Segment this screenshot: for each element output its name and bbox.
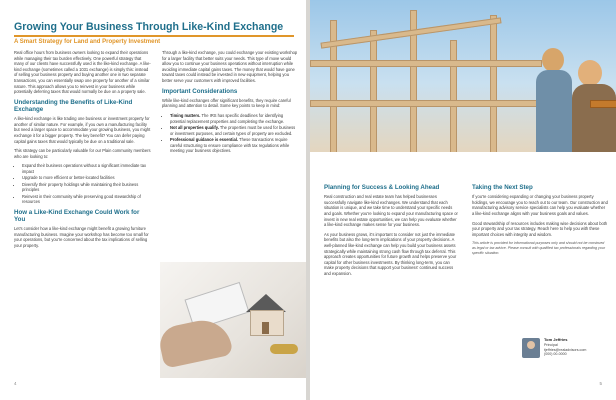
page-number-left: 4 — [14, 381, 17, 386]
planning-heading: Planning for Success & Looking Ahead — [324, 184, 440, 191]
contact-name: Tom Jeffries — [544, 337, 568, 342]
list-item-bold: Professional guidance is essential. — [170, 136, 239, 142]
col2-paragraph: Through a like-kind exchange, you could exchange your existing workshop for a larger facility that better suits your needs. This type of move would allow you to continue your business operations without interruption while avoiding immediate capital gains taxes. The money that would have gone toward taxes could instead be invested in new equipment, helping you better serve your customers with improved facilities. — [162, 50, 298, 83]
disclaimer-note: This article is provided for informational purposes only and should not be construed as legal or tax advice. Please consult with qualified tax professionals regarding your specific situation. — [472, 241, 606, 255]
coins-shape — [270, 344, 298, 354]
considerations-paragraph: While like-kind exchanges offer significant benefits, they require careful planning and attention to detail. Some key points to keep in mind: — [162, 97, 291, 109]
page-subtitle: A Smart Strategy for Land and Property Investment — [14, 39, 161, 45]
left-column-2 — [162, 50, 298, 158]
right-column-1 — [324, 180, 459, 281]
contact-email[interactable]: tjeffries@realadvisors.com — [544, 347, 587, 352]
how-paragraph: Let's consider how a like-kind exchange might benefit a growing furniture manufacturing business. Imagine your workshop has become too small for your operations, but you're concerned about the tax implications of selling your property. — [14, 226, 149, 249]
left-page — [0, 0, 306, 400]
next-step-paragraph-1: If you're considering expanding or changing your business property holdings, we encourage you to reach out to our team. Our construction and manufacturing advisory service specialists can help you evaluate whether a like-kind exchange aligns with your business goals and values. — [472, 194, 608, 216]
house-calculator-photo — [160, 262, 306, 378]
intro-paragraph: Real office hours from business owners looking to expand their operations while managing their tax burden effectively. One powerful strategy that many of our clients have successfully used is the like-kind exchange. A like-kind exchange (sometimes called a 1031 exchange) is simply this: instead of selling your business property and buying another one in two separate transactions, you can essentially swap one property for another of a similar nature. This approach allows you to reinvest in your business while potentially deferring taxes that would normally be due on a property sale. — [14, 50, 151, 95]
list-item: • Reinvest in their community while preserving good stewardship of resources — [22, 194, 151, 205]
benefits-paragraph-2: This strategy can be particularly valuable for our Plain community members who are looking to: — [14, 148, 151, 159]
planning-paragraph-2: As your business grows, it's important to consider not just the immediate benefits but also the long-term implications of your property decisions. A well-planned like-kind exchange can help you build your business assets strategically while maintaining strong cash flow through tax deferral. This approach creates opportunities for future growth and helps preserve your capital for other business investments. By thinking long-term, you can make property decisions that support your business' continued success and expansion. — [324, 231, 457, 276]
planning-paragraph-1: Real construction and real estate team has helped businesses successfully navigate like-kind exchanges. We understand that each situation is unique, and we take time to understand your specific needs and goals. Whether you're looking to expand your manufacturing space or invest in new real estate opportunities, we can help you evaluate whether a like-kind exchange makes sense for your business. — [324, 194, 458, 228]
list-item — [170, 137, 298, 154]
left-column-1 — [14, 50, 151, 253]
avatar — [522, 338, 540, 358]
contact-block — [544, 338, 586, 357]
benefits-paragraph-1: A like-kind exchange is like trading one business or investment property for another of similar nature. For example, if you own a manufacturing facility but need a larger space to accommodate your growing business, you might exchange it for a bigger property. The key benefit? You can defer paying capital gains taxes that would typically be due on a traditional sale. — [14, 116, 151, 144]
benefits-list — [14, 163, 151, 205]
right-page — [310, 0, 616, 400]
page-number-right: 5 — [599, 381, 602, 386]
hand-shape — [160, 315, 233, 369]
benefits-heading: Understanding the Benefits of Like-Kind Exchange — [14, 98, 133, 113]
list-item — [170, 125, 298, 136]
next-step-heading: Taking the Next Step — [472, 184, 533, 191]
list-item-text: The IRS has specific deadlines for identifying potential replacement properties and completing the exchange. — [170, 112, 285, 124]
contact-role: Principal — [544, 342, 558, 347]
right-column-2 — [472, 180, 608, 256]
house-model-icon — [246, 292, 286, 336]
considerations-list — [162, 113, 298, 154]
list-item: • Diversify their property holdings while maintaining their business principles — [22, 182, 151, 193]
next-step-paragraph-2: Good stewardship of resources includes making wise decisions about both your property and your tax strategy. Reach here to help you with these important choices with integrity and wisdom. — [472, 220, 608, 237]
list-item: • Expand their business operations without a significant immediate tax impact — [22, 163, 151, 174]
list-item — [170, 113, 298, 124]
list-item-text: These transactions require careful structuring to ensure compliance with tax regulations while meeting your business objectives. — [170, 136, 290, 154]
list-item-bold: Not all properties qualify. — [170, 124, 219, 130]
page-title: Growing Your Business Through Like-Kind Exchange — [14, 21, 284, 33]
how-heading: How a Like-Kind Exchange Could Work for You — [14, 208, 140, 224]
list-item-text: The properties must be used for business or investment purposes, and certain types of property are excluded. — [170, 124, 296, 136]
title-rule — [14, 35, 294, 37]
list-item-bold: Timing matters. — [170, 112, 201, 118]
contact-phone: (000) 00-0000 — [544, 352, 567, 357]
considerations-heading: Important Considerations — [162, 87, 238, 95]
construction-photo — [310, 0, 616, 152]
list-item: • Upgrade to more efficient or better-located facilities — [22, 175, 151, 181]
